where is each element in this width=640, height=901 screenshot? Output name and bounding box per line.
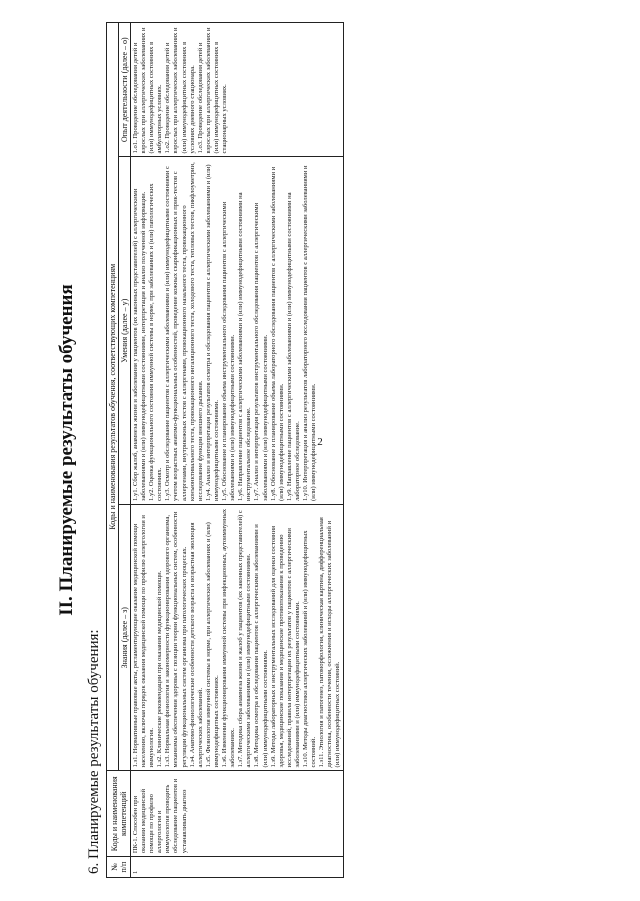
- page-number: 2: [317, 436, 323, 448]
- header-row-2: [119, 23, 131, 878]
- learning-outcomes-table: [106, 22, 344, 878]
- header-skills: Умения (далее – у): [119, 157, 131, 505]
- cell-experience: [131, 23, 344, 157]
- header-num: № п/п: [107, 857, 131, 878]
- skill-item: 1.у1. Сбор жалоб, анамнеза жизни и заболевания у пациентов (их законных представителей) с аллергическими заболеваниями и (или) иммунодефицитными состояниями, интерпретация и анализ полученной информации.: [132, 188, 148, 501]
- header-competence: Коды и наименования компетенций: [107, 771, 131, 857]
- knowledge-item: 1.з4. Анатомо-физиологические особенности детского возраста и возрастная эволюция аллергических заболеваний.: [188, 522, 204, 768]
- experience-item: 1.о1. Проведение обследования детей и взрослых при аллергических заболеваниях и (или) иммунодефицитных состояниях в амбулаторных условиях.: [132, 27, 164, 154]
- skill-item: 1.у3. Осмотр и обследование пациентов с аллергическими заболеваниями и (или) иммунодефицитными состояниями с учетом возрастных анатомо-функциональных особенностей, проведение кожных скарификационных и прик-тестов с аллергенами, внутрикожных тестов с аллергенами, провокационного назального теста, провокационного конъюнктивального теста, провокационного ингаляционного теста, холодового теста, тепловых тестов, пикфлоуметрии, исследование функции внешнего дыхания.: [164, 162, 204, 501]
- header-knowledge: Знания (далее – з): [119, 504, 131, 770]
- subsection-title: 6. Планируемые результаты обучения:: [86, 629, 102, 874]
- knowledge-item: 1.з7. Методика сбора анамнеза жизни и жалоб у пациентов (их законных представителей) с аллергическими заболеваниями и (или) иммунодефицитными состояниями.: [237, 510, 253, 768]
- knowledge-item: 1.з2. Клинические рекомендации при оказании медицинской помощи.: [156, 570, 164, 768]
- rotated-sheet: [52, 20, 588, 880]
- knowledge-item: 1.з3. Нормальная физиология и закономерности функционирования здорового организма, механизмы обеспечения здоровья с позиции теории функциональных систем, особенности регуляции функциональных систем организма при патологических процессах.: [164, 511, 188, 768]
- header-experience: Опыт деятельности (далее – о): [119, 23, 131, 157]
- cell-knowledge: [131, 504, 344, 770]
- knowledge-item: 1.з11. Этиология и патогенез, патоморфология, клиническая картина, дифференциальная диагностика, особенности течения, осложнения и исходы аллергических заболеваний и (или) иммунодефицитных состояний.: [318, 517, 342, 768]
- section-title: II. Планируемые результаты обучения: [56, 284, 77, 616]
- skill-item: 1.у5. Обоснование и планирование объема инструментального обследования пациентов с аллергическими заболеваниями и (или) иммунодефицитными состояниями.: [221, 201, 237, 501]
- cell-num: 1: [131, 857, 344, 878]
- knowledge-item: 1.з10. Методы диагностики аллергических заболеваний и (или) иммунодефицитных состояний.: [301, 530, 318, 768]
- header-row-1: [107, 23, 119, 878]
- skill-item: 1.у4. Анализ и интерпретация результатов осмотра и обследования пациентов с аллергическими заболеваниями и (или) иммунодефицитными состояниями.: [204, 164, 220, 501]
- knowledge-item: 1.з9. Методы лабораторных и инструментальных исследований для оценки состояния здоровья, медицинские показания и медицинские противопоказания к проведению исследований, правила интерпретации их результатов у пациентов с аллергическими заболеваниями и (или) иммунодефицитными состояниями.: [269, 525, 301, 768]
- skill-item: 1.у7. Анализ и интерпретация результатов инструментального обследования пациентов с аллергическими заболеваниями и (или) иммунодефицитными состояниями.: [253, 202, 269, 501]
- skill-item: 1.у8. Обоснование и планирование объема лабораторного обследования пациентов с аллергическими заболеваниями и (или) иммунодефицитными состояниями.: [269, 166, 285, 501]
- knowledge-item: 1.з8. Методика осмотра и обследования пациентов с аллергическими заболеваниями и (или) иммунодефицитными состояниями.: [253, 524, 269, 768]
- cell-competence: ПК-1. Способен при оказании медицинской помощи по профилю аллергология и иммунология проводить обследование пациентов и устанавливать диагноз: [131, 771, 344, 857]
- skill-item: 1.у9. Направление пациентов с аллергическими заболеваниями и (или) иммунодефицитными состояниями на лабораторное обследование.: [285, 192, 301, 501]
- table-row: [131, 23, 344, 878]
- experience-item: 1.о2. Проведение обследования детей и взрослых при аллергических заболеваниях и (или) иммунодефицитных состояниях в условиях дневного стационара.: [164, 27, 196, 154]
- skill-item: 1.у2. Оценка функционального состояния иммунной системы в норме, при заболеваниях и (или) патологических состояниях.: [148, 183, 164, 501]
- skill-item: 1.у10. Интерпретация и анализ результатов лабораторного исследования пациентов с аллергическими заболеваниями и (или) иммунодефицитными состояниями.: [301, 165, 318, 501]
- cell-skills: [131, 157, 344, 505]
- header-results-group: Коды и наименования результатов обучения, соответствующих компетенциям: [107, 23, 119, 771]
- experience-item: 1.о3. Проведение обследования детей и взрослых при аллергических заболеваниях и (или) иммунодефицитных состояниях в стационарных условиях.: [196, 27, 229, 154]
- skill-item: 1.у6. Направление пациентов с аллергическими заболеваниями и (или) иммунодефицитными состояниями на инструментальное обследование.: [237, 192, 253, 501]
- knowledge-item: 1.з5. Физиология иммунной системы в норме, при аллергических заболеваниях и (или) иммунодефицитных состояниях.: [204, 522, 220, 768]
- knowledge-item: 1.з6. Изменения функционирования иммунной системы при инфекционных, аутоиммунных заболеваниях.: [221, 508, 237, 768]
- knowledge-item: 1.з1. Нормативные правовые акты, регламентирующие оказание медицинской помощи населению, включая порядок оказания медицинской помощи по профилю аллергология и иммунология.: [132, 515, 156, 768]
